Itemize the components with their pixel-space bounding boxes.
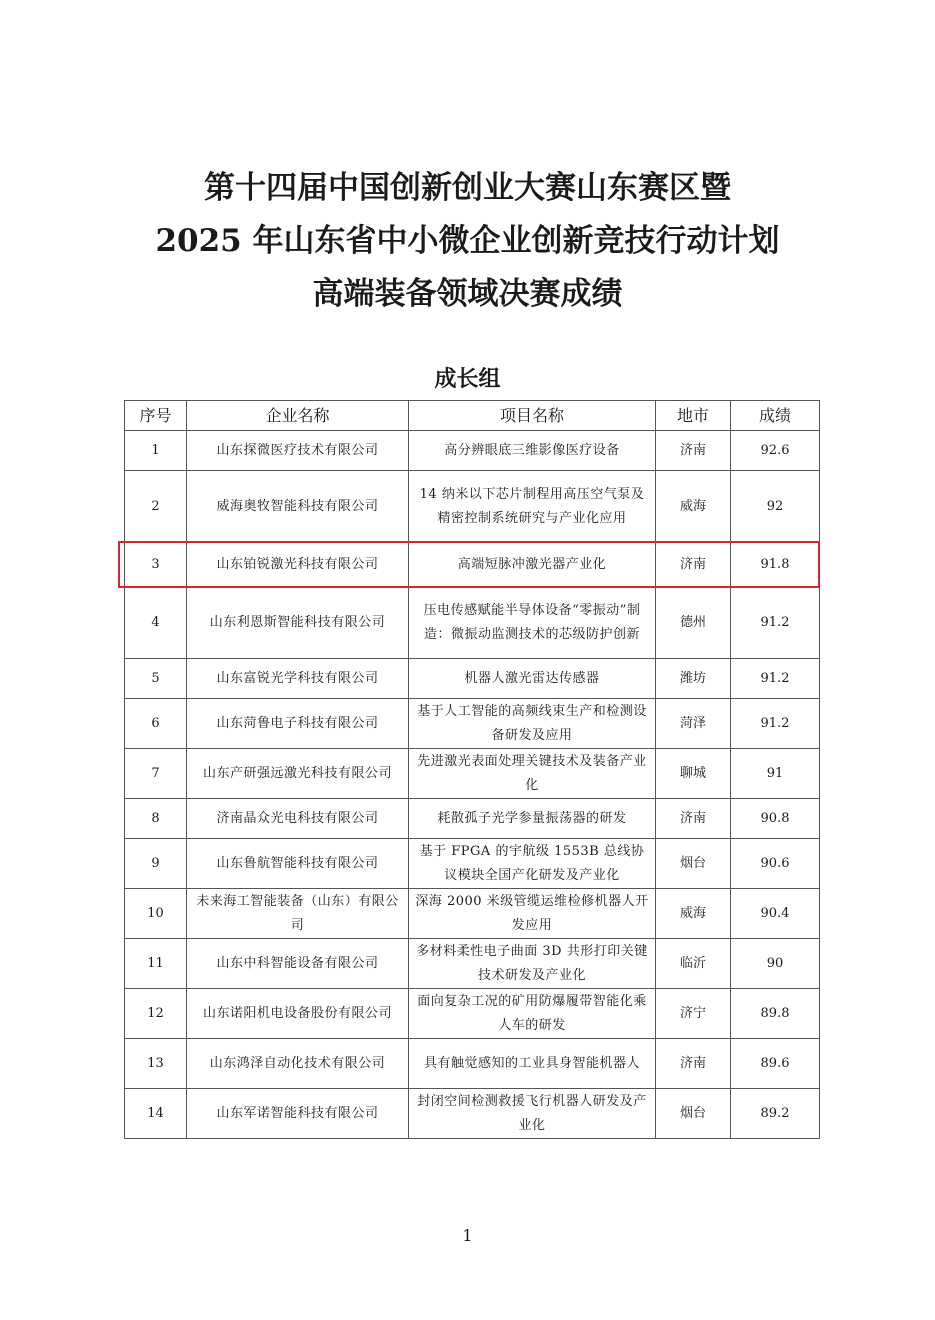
- table-cell-no: 13: [125, 1039, 187, 1089]
- table-cell-project: 14 纳米以下芯片制程用高压空气泵及精密控制系统研究与产业化应用: [409, 471, 656, 543]
- table-cell-score: 92: [731, 471, 820, 543]
- table-cell-score: 89.8: [731, 989, 820, 1039]
- table-cell-no: 1: [125, 431, 187, 471]
- table-cell-score: 91.8: [731, 543, 820, 587]
- results-table: [124, 400, 820, 1139]
- table-row: [125, 431, 820, 471]
- header-no: 序号: [125, 401, 187, 431]
- table-cell-project: 具有触觉感知的工业具身智能机器人: [409, 1039, 656, 1089]
- table-cell-project: 耗散孤子光学参量振荡器的研发: [409, 799, 656, 839]
- table-cell-score: 90.4: [731, 889, 820, 939]
- table-cell-project: 面向复杂工况的矿用防爆履带智能化乘人车的研发: [409, 989, 656, 1039]
- table-row: [125, 939, 820, 989]
- table-cell-project: 高分辨眼底三维影像医疗设备: [409, 431, 656, 471]
- table-cell-project: 压电传感赋能半导体设备“零振动”制造：微振动监测技术的芯级防护创新: [409, 587, 656, 659]
- table-row: [125, 889, 820, 939]
- table-cell-company: 山东产研强远激光科技有限公司: [187, 749, 409, 799]
- table-cell-no: 3: [125, 543, 187, 587]
- table-cell-no: 10: [125, 889, 187, 939]
- table-cell-company: 山东诺阳机电设备股份有限公司: [187, 989, 409, 1039]
- table-cell-city: 烟台: [656, 1089, 731, 1139]
- table-cell-project: 先进激光表面处理关键技术及装备产业化: [409, 749, 656, 799]
- table-cell-score: 90: [731, 939, 820, 989]
- table-cell-no: 7: [125, 749, 187, 799]
- table-cell-no: 6: [125, 699, 187, 749]
- table-cell-company: 威海奥牧智能科技有限公司: [187, 471, 409, 543]
- table-cell-project: 高端短脉冲激光器产业化: [409, 543, 656, 587]
- table-cell-score: 91.2: [731, 587, 820, 659]
- table-cell-company: 山东探微医疗技术有限公司: [187, 431, 409, 471]
- table-cell-project: 深海 2000 米级管缆运维检修机器人开发应用: [409, 889, 656, 939]
- table-cell-city: 潍坊: [656, 659, 731, 699]
- table-row: [125, 799, 820, 839]
- title-line-3: 高端装备领域决赛成绩: [312, 276, 623, 312]
- table-row: [125, 587, 820, 659]
- table-cell-city: 济宁: [656, 989, 731, 1039]
- table-row: [125, 839, 820, 889]
- table-cell-company: 山东富锐光学科技有限公司: [187, 659, 409, 699]
- table-cell-company: 未来海工智能装备（山东）有限公司: [187, 889, 409, 939]
- table-cell-company: 山东铂锐激光科技有限公司: [187, 543, 409, 587]
- table-cell-project: 封闭空间检测救援飞行机器人研发及产业化: [409, 1089, 656, 1139]
- table-cell-city: 威海: [656, 889, 731, 939]
- table-cell-score: 91.2: [731, 699, 820, 749]
- table-cell-city: 济南: [656, 1039, 731, 1089]
- table-cell-company: 山东军诺智能科技有限公司: [187, 1089, 409, 1139]
- table-cell-score: 91: [731, 749, 820, 799]
- table-body: [125, 431, 820, 1139]
- table-cell-company: 山东鲁航智能科技有限公司: [187, 839, 409, 889]
- title-line-1: 第十四届中国创新创业大赛山东赛区暨: [204, 170, 731, 206]
- title-line-2: 2025 年山东省中小微企业创新竞技行动计划: [155, 223, 780, 259]
- table-cell-no: 5: [125, 659, 187, 699]
- document-title: [0, 162, 935, 321]
- table-cell-no: 11: [125, 939, 187, 989]
- table-cell-score: 89.6: [731, 1039, 820, 1089]
- table-cell-city: 烟台: [656, 839, 731, 889]
- group-title: 成长组: [434, 366, 501, 392]
- table-cell-city: 济南: [656, 543, 731, 587]
- page-number: 1: [462, 1226, 473, 1245]
- table-row: [125, 471, 820, 543]
- table-cell-no: 2: [125, 471, 187, 543]
- table-cell-no: 14: [125, 1089, 187, 1139]
- table-cell-no: 8: [125, 799, 187, 839]
- header-city: 地市: [656, 401, 731, 431]
- table-cell-city: 菏泽: [656, 699, 731, 749]
- table-row: [125, 1039, 820, 1089]
- table-cell-score: 91.2: [731, 659, 820, 699]
- table-cell-score: 90.8: [731, 799, 820, 839]
- table-cell-company: 山东菏鲁电子科技有限公司: [187, 699, 409, 749]
- table-cell-company: 山东鸿泽自动化技术有限公司: [187, 1039, 409, 1089]
- table-cell-company: 山东中科智能设备有限公司: [187, 939, 409, 989]
- table-cell-project: 多材料柔性电子曲面 3D 共形打印关键技术研发及产业化: [409, 939, 656, 989]
- table-cell-city: 济南: [656, 431, 731, 471]
- table-row: [125, 749, 820, 799]
- table-cell-city: 聊城: [656, 749, 731, 799]
- table-header-row: [125, 401, 820, 431]
- table-cell-company: 山东利恩斯智能科技有限公司: [187, 587, 409, 659]
- table-cell-no: 4: [125, 587, 187, 659]
- table-row: [125, 543, 820, 587]
- table-cell-city: 威海: [656, 471, 731, 543]
- table-row: [125, 699, 820, 749]
- table-cell-score: 89.2: [731, 1089, 820, 1139]
- table-cell-project: 基于 FPGA 的宇航级 1553B 总线协议模块全国产化研发及产业化: [409, 839, 656, 889]
- table-cell-city: 德州: [656, 587, 731, 659]
- table-cell-project: 机器人激光雷达传感器: [409, 659, 656, 699]
- header-score: 成绩: [731, 401, 820, 431]
- table-cell-project: 基于人工智能的高频线束生产和检测设备研发及应用: [409, 699, 656, 749]
- header-project: 项目名称: [409, 401, 656, 431]
- table-cell-no: 12: [125, 989, 187, 1039]
- table-cell-city: 济南: [656, 799, 731, 839]
- table-row: [125, 1089, 820, 1139]
- table-row: [125, 989, 820, 1039]
- table-row: [125, 659, 820, 699]
- table-cell-score: 92.6: [731, 431, 820, 471]
- table-cell-city: 临沂: [656, 939, 731, 989]
- table-cell-no: 9: [125, 839, 187, 889]
- header-company: 企业名称: [187, 401, 409, 431]
- table-cell-score: 90.6: [731, 839, 820, 889]
- table-cell-company: 济南晶众光电科技有限公司: [187, 799, 409, 839]
